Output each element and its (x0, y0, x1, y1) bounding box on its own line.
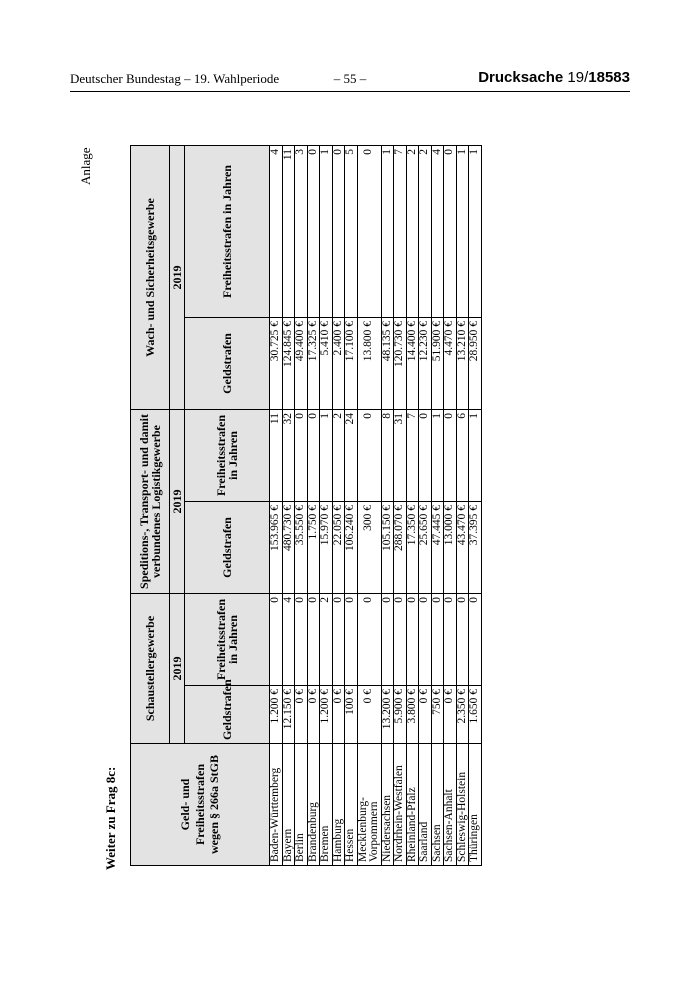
state-name: Berlin (295, 744, 308, 866)
freiheitsstrafen-cell: 7 (394, 145, 407, 317)
sub-header-frei: Freiheitsstrafen in Jahren (185, 145, 270, 317)
geldstrafen-cell: 5.900 € (394, 686, 407, 744)
table-row (345, 145, 358, 865)
geldstrafen-cell: 13.000 € (444, 502, 457, 594)
sub-header-frei: Freiheitsstrafen in Jahren (185, 410, 270, 502)
freiheitsstrafen-cell: 7 (406, 410, 419, 502)
freiheitsstrafen-cell: 31 (394, 410, 407, 502)
state-name: Niedersachsen (381, 744, 394, 866)
freiheitsstrafen-cell: 11 (282, 145, 295, 317)
table-row (332, 145, 345, 865)
freiheitsstrafen-cell: 0 (394, 594, 407, 686)
freiheitsstrafen-cell: 0 (295, 594, 308, 686)
geldstrafen-cell: 750 € (431, 686, 444, 744)
geldstrafen-cell: 48.135 € (381, 318, 394, 410)
geldstrafen-cell: 1.200 € (320, 686, 333, 744)
geldstrafen-cell: 17.325 € (307, 318, 320, 410)
freiheitsstrafen-cell: 3 (295, 145, 308, 317)
freiheitsstrafen-cell: 0 (307, 145, 320, 317)
freiheitsstrafen-cell: 1 (469, 410, 482, 502)
geldstrafen-cell: 1.750 € (307, 502, 320, 594)
page-header (70, 71, 630, 91)
freiheitsstrafen-cell: 2 (320, 594, 333, 686)
freiheitsstrafen-cell: 0 (307, 594, 320, 686)
geldstrafen-cell: 22.050 € (332, 502, 345, 594)
state-name: Schleswig-Holstein (456, 744, 469, 866)
geldstrafen-cell: 2.400 € (332, 318, 345, 410)
freiheitsstrafen-cell: 11 (270, 410, 283, 502)
freiheitsstrafen-cell: 24 (345, 410, 358, 502)
geldstrafen-cell: 28.950 € (469, 318, 482, 410)
header-publisher: Deutscher Bundestag – 19. Wahlperiode (70, 71, 280, 86)
geldstrafen-cell: 17.100 € (345, 318, 358, 410)
freiheitsstrafen-cell: 0 (406, 594, 419, 686)
geldstrafen-cell: 49.400 € (295, 318, 308, 410)
geldstrafen-cell: 13.200 € (381, 686, 394, 744)
freiheitsstrafen-cell: 1 (469, 145, 482, 317)
freiheitsstrafen-cell: 2 (332, 410, 345, 502)
state-name: Bremen (320, 744, 333, 866)
geldstrafen-cell: 51.900 € (431, 318, 444, 410)
geldstrafen-cell: 0 € (295, 686, 308, 744)
year-header-schausteller: 2019 (170, 594, 185, 744)
geldstrafen-cell: 105.150 € (381, 502, 394, 594)
state-name: Nordrhein-Westfalen (394, 744, 407, 866)
year-header-spedition: 2019 (170, 410, 185, 594)
sub-header-frei: Freiheitsstrafen in Jahren (185, 594, 270, 686)
year-header-wach: 2019 (170, 145, 185, 409)
state-name: Bayern (282, 744, 295, 866)
geldstrafen-cell: 15.970 € (320, 502, 333, 594)
freiheitsstrafen-cell: 4 (282, 594, 295, 686)
document-id-prefix: 19/ (567, 69, 589, 86)
state-name: Hamburg (332, 744, 345, 866)
table-row (381, 145, 394, 865)
freiheitsstrafen-cell: 6 (456, 410, 469, 502)
sub-header-geld: Geldstrafen (185, 318, 270, 410)
geldstrafen-cell: 100 € (345, 686, 358, 744)
table-row (456, 145, 469, 865)
anlage-label: Anlage (78, 147, 93, 185)
table-row (469, 145, 482, 865)
geldstrafen-cell: 124.845 € (282, 318, 295, 410)
freiheitsstrafen-cell: 0 (456, 594, 469, 686)
state-name: Saarland (419, 744, 432, 866)
geldstrafen-cell: 14.400 € (406, 318, 419, 410)
geldstrafen-cell: 300 € (357, 502, 381, 594)
page-number: – 55 – (333, 71, 367, 86)
penalties-table (130, 145, 482, 866)
freiheitsstrafen-cell: 1 (320, 145, 333, 317)
document-id-number: 18583 (588, 69, 630, 86)
freiheitsstrafen-cell: 0 (381, 594, 394, 686)
table-row (270, 145, 283, 865)
freiheitsstrafen-cell: 0 (444, 410, 457, 502)
freiheitsstrafen-cell: 8 (381, 410, 394, 502)
geldstrafen-cell: 13.210 € (456, 318, 469, 410)
freiheitsstrafen-cell: 0 (357, 410, 381, 502)
freiheitsstrafen-cell: 32 (282, 410, 295, 502)
sub-header-geld: Geldstrafen (185, 502, 270, 594)
table-body (270, 145, 482, 865)
freiheitsstrafen-cell: 0 (332, 145, 345, 317)
state-name: Mecklenburg-Vorpommern (357, 744, 381, 866)
geldstrafen-cell: 106.240 € (345, 502, 358, 594)
geldstrafen-cell: 0 € (307, 686, 320, 744)
freiheitsstrafen-cell: 0 (419, 594, 432, 686)
group-header-schausteller: Schaustellergewerbe (131, 594, 170, 744)
geldstrafen-cell: 288.070 € (394, 502, 407, 594)
state-name: Sachsen (431, 744, 444, 866)
state-name: Hessen (345, 744, 358, 866)
state-name: Baden-Württemberg (270, 744, 283, 866)
geldstrafen-cell: 47.445 € (431, 502, 444, 594)
table-row (406, 145, 419, 865)
geldstrafen-cell: 0 € (419, 686, 432, 744)
freiheitsstrafen-cell: 0 (357, 594, 381, 686)
rotated-table-container (130, 146, 480, 866)
geldstrafen-cell: 0 € (357, 686, 381, 744)
freiheitsstrafen-cell: 4 (270, 145, 283, 317)
freiheitsstrafen-cell: 0 (345, 594, 358, 686)
geldstrafen-cell: 153.965 € (270, 502, 283, 594)
freiheitsstrafen-cell: 1 (456, 145, 469, 317)
geldstrafen-cell: 17.350 € (406, 502, 419, 594)
freiheitsstrafen-cell: 5 (345, 145, 358, 317)
freiheitsstrafen-cell: 0 (295, 410, 308, 502)
document-id-label: Drucksache (478, 69, 564, 86)
geldstrafen-cell: 30.725 € (270, 318, 283, 410)
table-row (295, 145, 308, 865)
group-header-spedition: Speditions-, Transport- und damit verbundenes Logistikgewerbe (131, 410, 170, 594)
geldstrafen-cell: 12.150 € (282, 686, 295, 744)
geldstrafen-cell: 13.800 € (357, 318, 381, 410)
geldstrafen-cell: 120.730 € (394, 318, 407, 410)
geldstrafen-cell: 25.650 € (419, 502, 432, 594)
freiheitsstrafen-cell: 1 (431, 410, 444, 502)
geldstrafen-cell: 3.800 € (406, 686, 419, 744)
freiheitsstrafen-cell: 0 (419, 410, 432, 502)
sub-header-geld: Geldstrafen (185, 686, 270, 744)
geldstrafen-cell: 2.350 € (456, 686, 469, 744)
freiheitsstrafen-cell: 2 (406, 145, 419, 317)
geldstrafen-cell: 1.650 € (469, 686, 482, 744)
document-id (478, 69, 630, 86)
geldstrafen-cell: 480.730 € (282, 502, 295, 594)
geldstrafen-cell: 12.230 € (419, 318, 432, 410)
table-row (320, 145, 333, 865)
state-name: Sachsen-Anhalt (444, 744, 457, 866)
geldstrafen-cell: 4.470 € (444, 318, 457, 410)
geldstrafen-cell: 37.395 € (469, 502, 482, 594)
geldstrafen-cell: 0 € (444, 686, 457, 744)
corner-header: Geld- und Freiheitsstrafen wegen § 266a StGB (131, 744, 270, 866)
table-row (431, 145, 444, 865)
table-row (444, 145, 457, 865)
geldstrafen-cell: 35.550 € (295, 502, 308, 594)
header-rule (70, 91, 630, 92)
table-row (282, 145, 295, 865)
state-name: Brandenburg (307, 744, 320, 866)
table-row (357, 145, 381, 865)
freiheitsstrafen-cell: 1 (381, 145, 394, 317)
freiheitsstrafen-cell: 0 (444, 145, 457, 317)
geldstrafen-cell: 1.200 € (270, 686, 283, 744)
freiheitsstrafen-cell: 0 (357, 145, 381, 317)
freiheitsstrafen-cell: 0 (332, 594, 345, 686)
state-name: Rheinland-Pfalz (406, 744, 419, 866)
geldstrafen-cell: 5.410 € (320, 318, 333, 410)
freiheitsstrafen-cell: 0 (270, 594, 283, 686)
freiheitsstrafen-cell: 0 (444, 594, 457, 686)
geldstrafen-cell: 0 € (332, 686, 345, 744)
table-caption: Weiter zu Frag 8c: (103, 766, 118, 870)
group-header-wach: Wach- und Sicherheitsgewerbe (131, 145, 170, 409)
table-row (394, 145, 407, 865)
freiheitsstrafen-cell: 0 (307, 410, 320, 502)
state-name: Thüringen (469, 744, 482, 866)
table-row (307, 145, 320, 865)
freiheitsstrafen-cell: 0 (431, 594, 444, 686)
freiheitsstrafen-cell: 2 (419, 145, 432, 317)
freiheitsstrafen-cell: 0 (469, 594, 482, 686)
table-row (419, 145, 432, 865)
freiheitsstrafen-cell: 1 (320, 410, 333, 502)
geldstrafen-cell: 43.470 € (456, 502, 469, 594)
freiheitsstrafen-cell: 4 (431, 145, 444, 317)
